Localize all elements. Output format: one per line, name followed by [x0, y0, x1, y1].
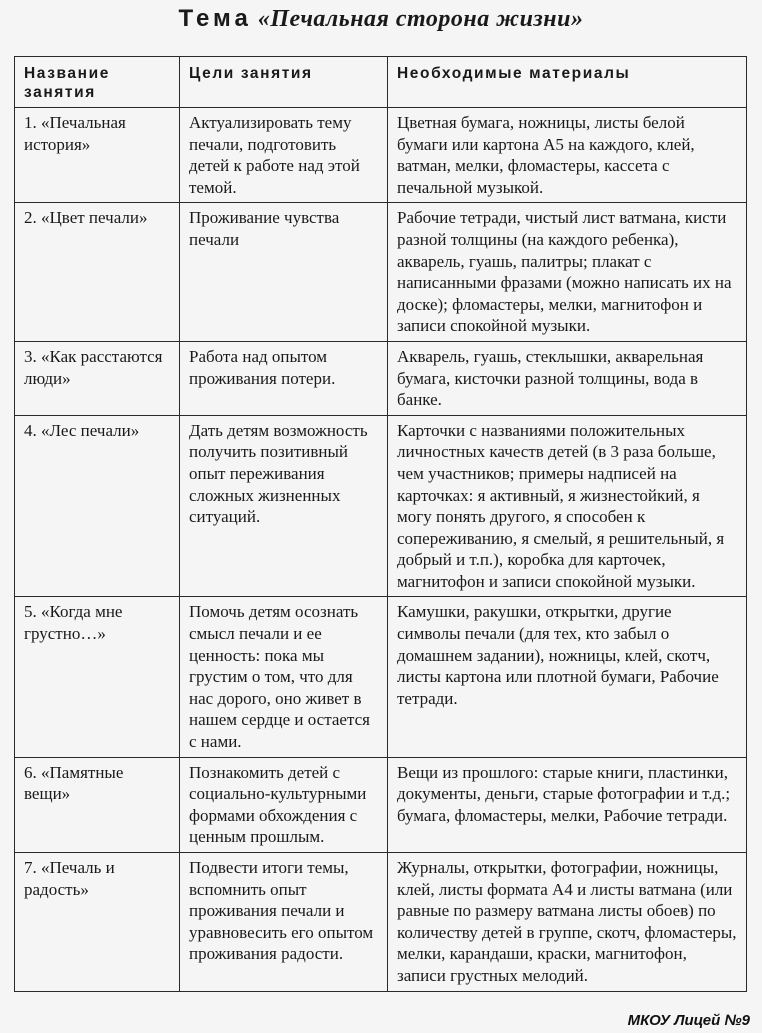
page-title — [0, 2, 762, 36]
lesson-materials-cell: Цветная бумага, ножницы, листы белой бумаги или картона А5 на каждого, клей, ватман, мелки, фломастеры, кассета с печальной музыкой. — [388, 108, 747, 203]
column-header-materials: Необходимые материалы — [388, 57, 747, 108]
lesson-materials-cell: Рабочие тетради, чистый лист ватмана, кисти разной толщины (на каждого ребенка), акварель, гуашь, палитры; плакат с написанными фразами (можно написать их на доске); фломастеры, мелки, магнитофон и записи спокойной музыки. — [388, 203, 747, 342]
column-header-goals: Цели занятия — [180, 57, 388, 108]
lesson-name-cell: 4. «Лес печали» — [15, 415, 180, 597]
lesson-goal-cell: Помочь детям осознать смысл печали и ее ценность: пока мы грустим о том, что для нас дорого, оно живет в нашем сердце и остается с нами. — [180, 597, 388, 757]
title-label: Тема — [178, 5, 252, 32]
table-row — [15, 203, 747, 342]
lesson-materials-cell: Акварель, гуашь, стеклышки, акварельная бумага, кисточки разной толщины, вода в банке. — [388, 341, 747, 415]
lesson-goal-cell: Познакомить детей с социально-культурными формами обхождения с ценным прошлым. — [180, 757, 388, 852]
table-header-row — [15, 57, 747, 108]
table-row — [15, 853, 747, 992]
title-topic: «Печальная сторона жизни» — [257, 6, 584, 32]
lesson-goal-cell: Подвести итоги темы, вспомнить опыт проживания печали и уравновесить его опытом проживания радости. — [180, 853, 388, 992]
lesson-name-cell: 2. «Цвет печали» — [15, 203, 180, 342]
lesson-goal-cell: Проживание чувства печали — [180, 203, 388, 342]
lesson-materials-cell: Журналы, открытки, фотографии, ножницы, клей, листы формата А4 и листы ватмана (или равные по размеру ватмана листы обоев) по количеству детей в группе, скотч, фломастеры, мелки, карандаши, краски, магнитофон, записи грустных мелодий. — [388, 853, 747, 992]
lesson-goal-cell: Дать детям возможность получить позитивный опыт переживания сложных жизненных ситуаций. — [180, 415, 388, 597]
lesson-materials-cell: Вещи из прошлого: старые книги, пластинки, документы, деньги, старые фотографии и т.д.; бумага, фломастеры, мелки, Рабочие тетради. — [388, 757, 747, 852]
lesson-name-cell: 5. «Когда мне грустно…» — [15, 597, 180, 757]
lesson-materials-cell: Карточки с названиями положительных личностных качеств детей (в 3 раза больше, чем участников; примеры надписей на карточках: я активный, я жизнестойкий, я могу понять другого, я способен к сопереживанию, я смелый, я решительный, я добрый и т.п.), коробка для карточек, магнитофон и записи спокойной музыки. — [388, 415, 747, 597]
table-row — [15, 597, 747, 757]
lesson-name-cell: 3. «Как расстаются люди» — [15, 341, 180, 415]
lesson-goal-cell: Работа над опытом проживания потери. — [180, 341, 388, 415]
lesson-name-cell: 7. «Печаль и радость» — [15, 853, 180, 992]
lessons-table — [14, 56, 747, 992]
table-row — [15, 108, 747, 203]
school-watermark: МКОУ Лицей №9 — [627, 1012, 750, 1029]
lesson-name-cell: 6. «Памятные вещи» — [15, 757, 180, 852]
column-header-name: Название занятия — [15, 57, 180, 108]
table-row — [15, 757, 747, 852]
table-row — [15, 415, 747, 597]
lesson-name-cell: 1. «Печальная история» — [15, 108, 180, 203]
lesson-materials-cell: Камушки, ракушки, открытки, другие символы печали (для тех, кто забыл о домашнем задании), ножницы, клей, скотч, листы картона или плотной бумаги, Рабочие тетради. — [388, 597, 747, 757]
table-row — [15, 341, 747, 415]
lesson-goal-cell: Актуализировать тему печали, подготовить детей к работе над этой темой. — [180, 108, 388, 203]
